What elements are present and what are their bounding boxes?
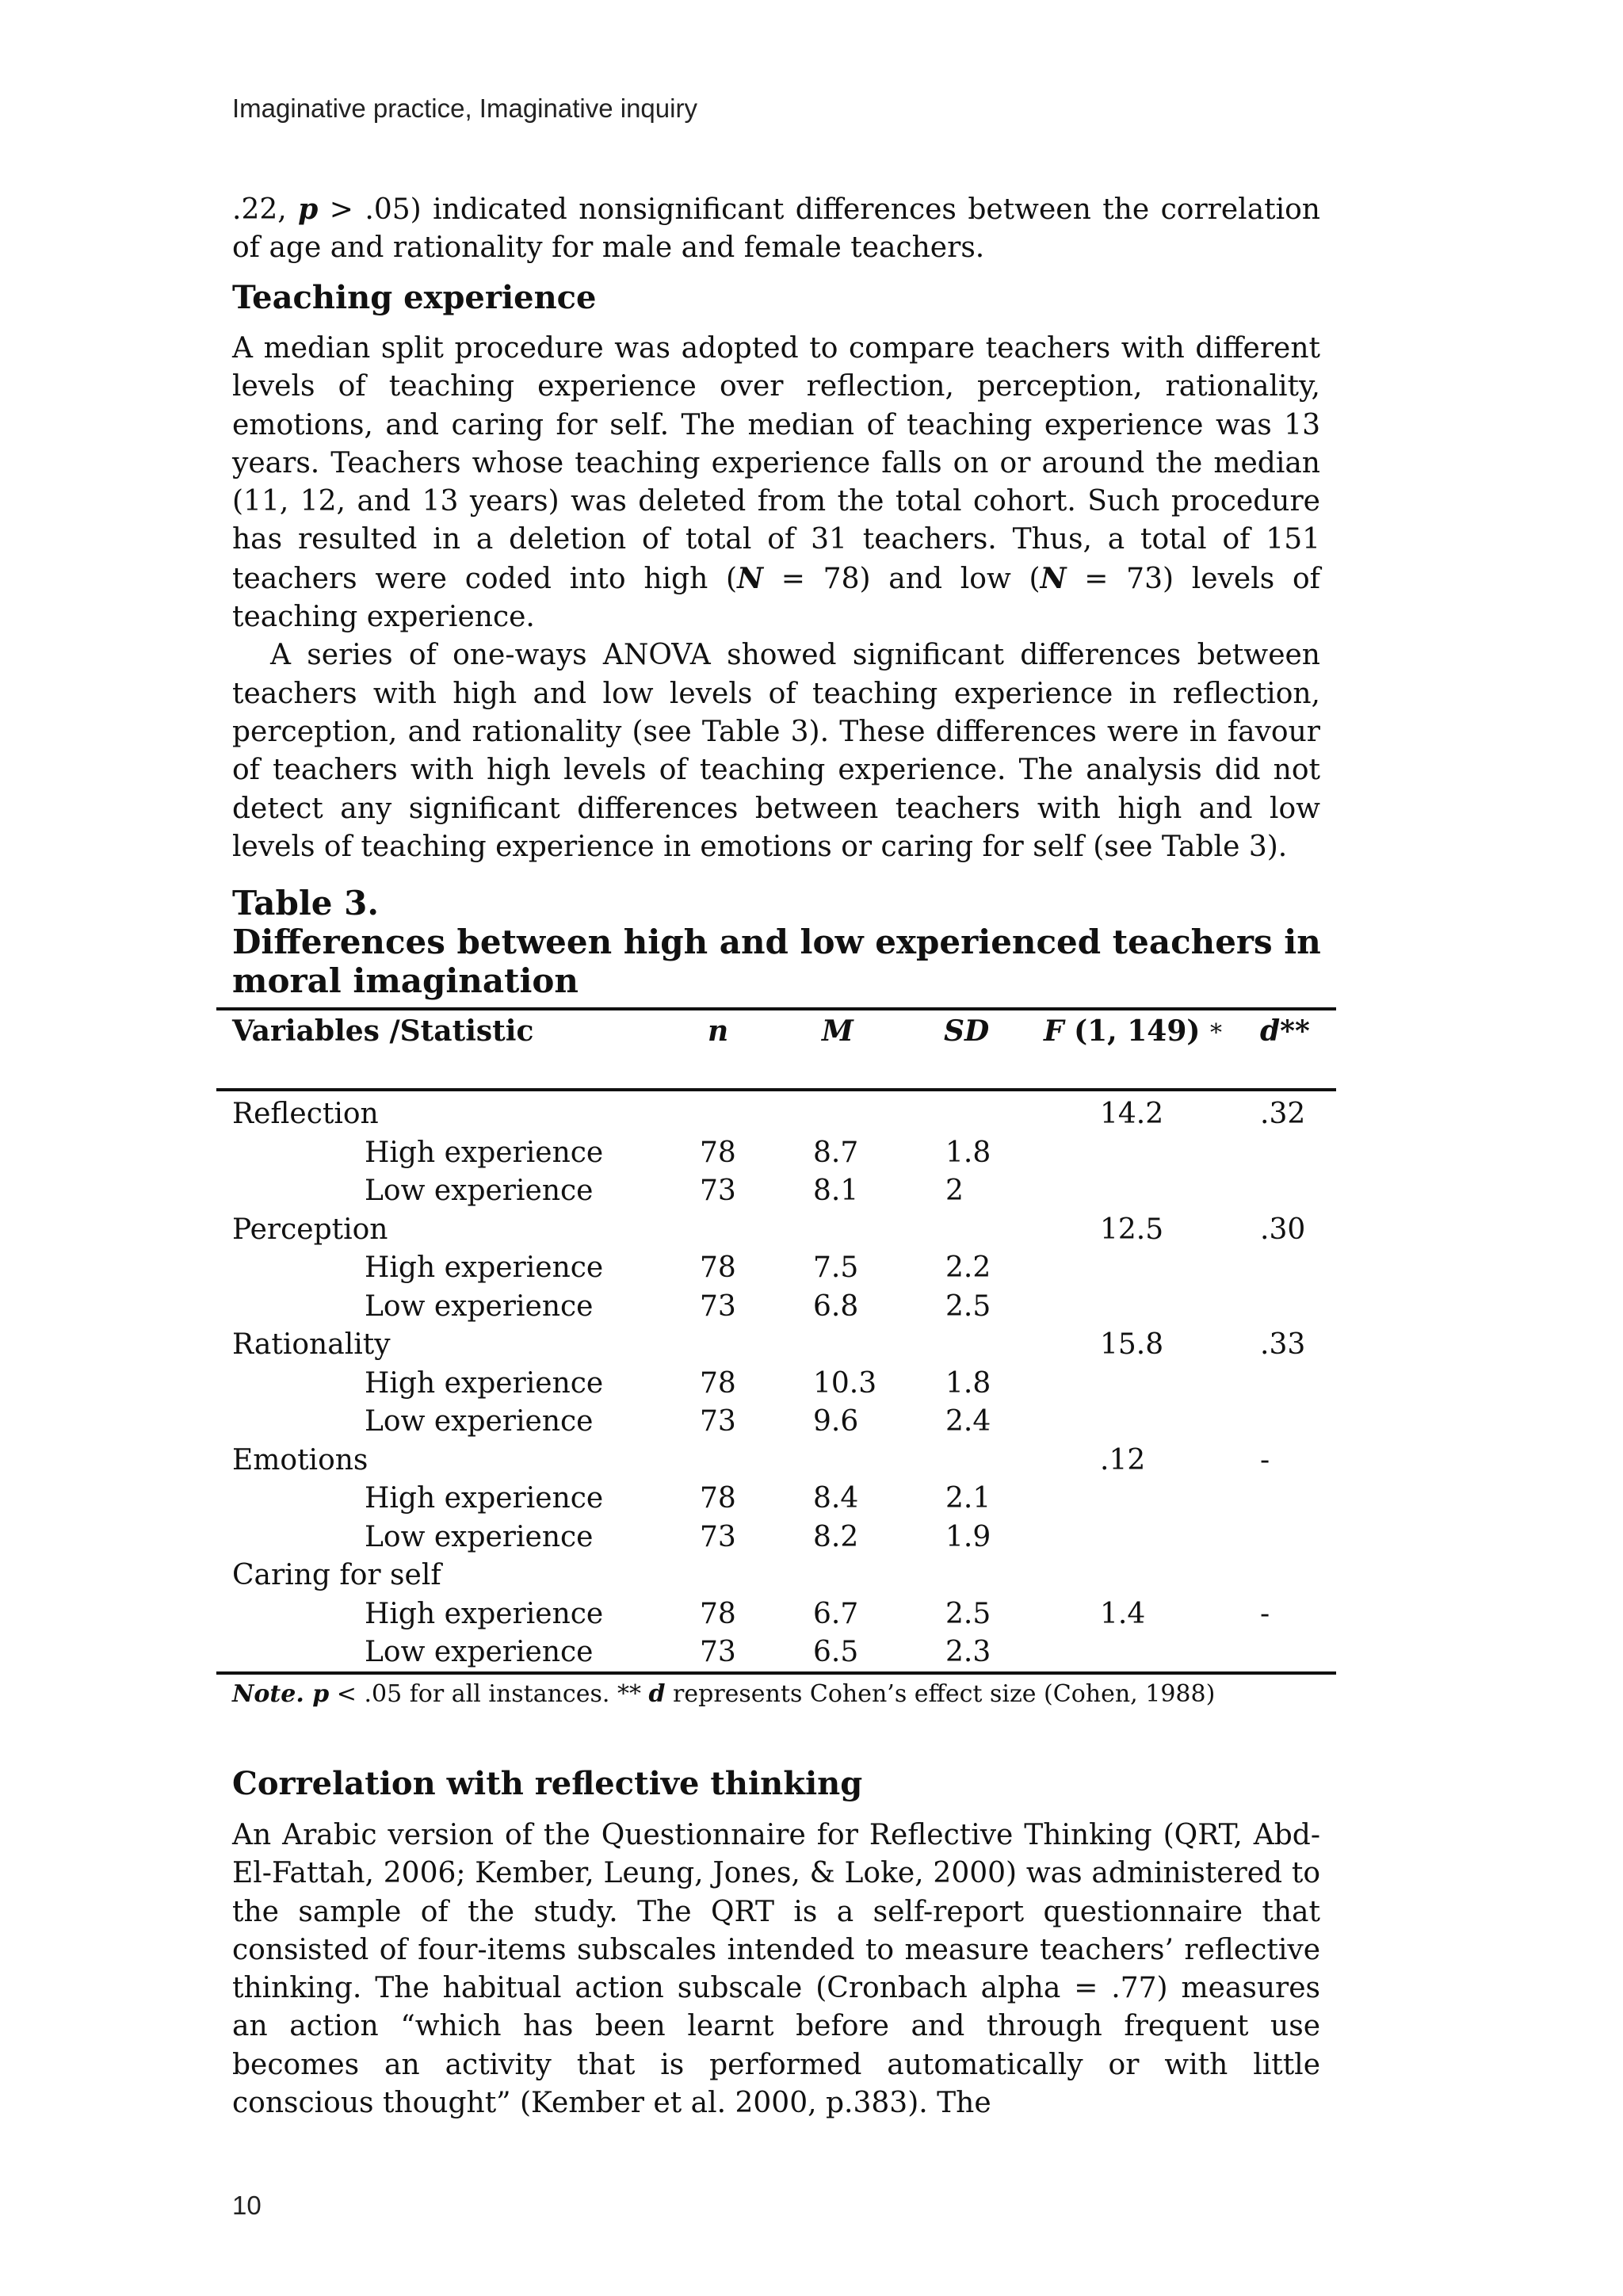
cell-d: .33 [1260,1328,1306,1361]
header-sd [944,1014,989,1048]
paragraph-median-split [232,330,1320,636]
n-symbol-high: N [737,561,763,595]
cell-m: 8.7 [813,1136,859,1169]
header-variables: Variables /Statistic [232,1014,534,1048]
cell-sd: 2 [945,1175,964,1207]
cell-m: 6.8 [813,1289,859,1323]
header-mean-text: M [822,1014,854,1048]
cell-f: 12.5 [1100,1213,1164,1246]
cell-sd: 2.1 [945,1482,991,1515]
cell-sd: 2.5 [945,1597,991,1630]
row-sublabel: Low experience [365,1520,594,1553]
cell-m: 8.1 [813,1175,859,1207]
paragraph-anova: A series of one-ways ANOVA showed significant differences between teachers with high and low levels of teaching experience in reflection, perception, and rationality (see Table 3). These differences were in favour of teachers with high levels of teaching experience. The analysis did not detect any significant differences between teachers with high and low levels of teaching experience in emotions or caring for self (see Table 3). [232,639,1320,863]
cell-n: 78 [700,1366,736,1400]
intro-suffix: > .05) indicated nonsignificant differences between the correlation of age and rationality for male and female teachers. [232,193,1320,265]
row-sublabel: High experience [365,1136,604,1169]
cell-d: .32 [1260,1098,1306,1130]
table-label: Table 3. [232,884,379,923]
row-variable-label: Perception [232,1213,388,1246]
cell-f: 15.8 [1100,1328,1164,1361]
note-d-symbol: d [648,1680,666,1708]
cell-n: 73 [700,1405,736,1438]
row-variable-label: Reflection [232,1098,379,1130]
cell-f: .12 [1100,1443,1146,1477]
cell-m: 7.5 [813,1251,859,1284]
table-header-rule [216,1088,1336,1091]
row-sublabel: High experience [365,1251,604,1284]
cell-m: 8.4 [813,1482,859,1515]
para1-text-c: = 73) levels of teaching experience. [232,562,1320,634]
header-d-star: ** [1280,1014,1310,1048]
cell-sd: 2.3 [945,1636,991,1668]
header-n-text: n [708,1014,729,1048]
cell-n: 73 [700,1636,736,1668]
row-variable-label: Emotions [232,1443,369,1477]
cell-n: 73 [700,1175,736,1207]
header-f-symbol: F [1044,1014,1064,1048]
n-symbol-low: N [1040,561,1067,595]
cell-n: 78 [700,1136,736,1169]
page-number: 10 [232,2191,262,2220]
cell-m: 9.6 [813,1405,859,1438]
header-f-df: (1, 149) [1064,1014,1210,1048]
cell-sd: 1.9 [945,1520,991,1553]
heading-correlation: Correlation with reflective thinking [232,1765,863,1802]
table-caption [232,884,1342,1000]
header-n [708,1014,728,1048]
header-d [1260,1014,1310,1048]
p-symbol: p [298,193,319,226]
row-variable-label: Rationality [232,1328,391,1361]
row-sublabel: High experience [365,1366,604,1400]
cell-d: .30 [1260,1213,1306,1246]
cell-m: 8.2 [813,1520,859,1553]
note-text-2: represents Cohen’s effect size (Cohen, 1988) [665,1680,1216,1708]
cell-f: 14.2 [1100,1098,1164,1130]
cell-n: 78 [700,1251,736,1284]
row-variable-label: Caring for self [232,1559,441,1591]
cell-d: - [1260,1443,1270,1477]
cell-m: 6.7 [813,1597,859,1630]
cell-sd: 2.2 [945,1251,991,1284]
cell-sd: 2.4 [945,1405,991,1438]
intro-paragraph [232,190,1320,268]
cell-m: 6.5 [813,1636,859,1668]
header-mean [822,1014,854,1048]
header-d-symbol: d [1260,1014,1281,1048]
cell-sd: 1.8 [945,1366,991,1400]
row-sublabel: Low experience [365,1636,594,1668]
cell-n: 78 [700,1482,736,1515]
cell-n: 73 [700,1289,736,1323]
table-note [232,1680,1215,1708]
row-sublabel: Low experience [365,1175,594,1207]
cell-sd: 2.5 [945,1289,991,1323]
note-p-symbol: p [312,1680,330,1708]
row-sublabel: High experience [365,1597,604,1630]
note-text-1: < .05 for all instances. ** [329,1680,649,1708]
table-title: Differences between high and low experienced teachers in moral imagination [232,923,1321,1000]
cell-n: 78 [700,1597,736,1630]
cell-sd: 1.8 [945,1136,991,1169]
paragraph-qrt: An Arabic version of the Questionnaire for Reflective Thinking (QRT, Abd-El-Fattah, 2006; Kember, Leung, Jones, & Loke, 2000) was administered to the sample of the study. The QRT is a self-report questionnaire that consisted of four-items subscales intended to measure teachers’ reflective thinking. The habitual action subscale (Cronbach alpha = .77) measures an action “which has been learnt before and through frequent use becomes an activity that is performed automatically or with little conscious thought” (Kember et al. 2000, p.383). The [232,1819,1320,2120]
note-prefix: Note. [232,1680,313,1708]
row-sublabel: High experience [365,1482,604,1515]
row-sublabel: Low experience [365,1289,594,1323]
heading-teaching-experience: Teaching experience [232,279,597,316]
para1-text-a: A median split procedure was adopted to compare teachers with different levels of teaching experience over reflection, perception, rationality, emotions, and caring for self. The median of teaching experience was 13 years. Teachers whose teaching experience falls on or around the median (11, 12, and 13 years) was deleted from the total cohort. Such procedure has resulted in a deletion of total of 31 teachers. Thus, a total of 151 teachers were coded into high ( [232,332,1320,595]
intro-prefix: .22, [232,193,299,226]
header-f-star: * [1209,1019,1222,1047]
table-bottom-rule [216,1671,1336,1675]
para1-text-b: = 78) and low ( [762,562,1041,595]
table-top-rule [216,1007,1336,1010]
correlation-body [232,1817,1320,2122]
header-sd-text: SD [944,1014,990,1048]
cell-n: 73 [700,1520,736,1553]
cell-m: 10.3 [813,1366,877,1400]
row-sublabel: Low experience [365,1405,594,1438]
running-header: Imaginative practice, Imaginative inquiry [232,94,697,123]
teaching-experience-body [232,330,1320,866]
cell-f: 1.4 [1100,1597,1146,1630]
header-f [1044,1014,1222,1048]
cell-d: - [1260,1597,1270,1630]
